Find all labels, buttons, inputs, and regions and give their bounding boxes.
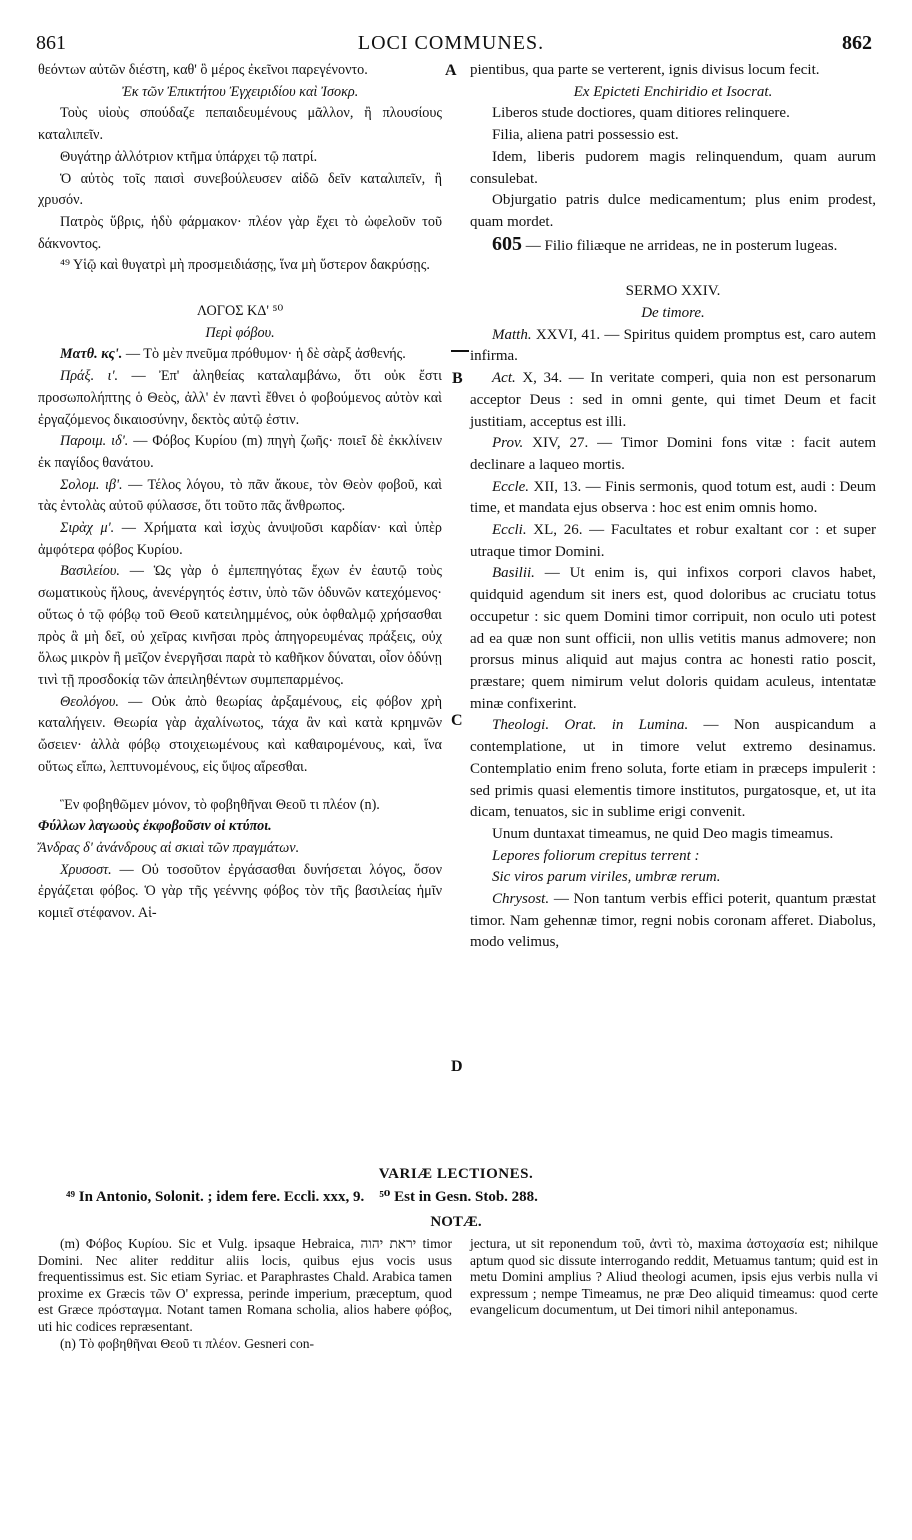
greek-continuation: θεόντων αὐτῶν διέστη, καθ' ὃ μέρος ἐκεῖνοι παρεγένοντο. xyxy=(38,62,368,78)
latin-saying: 605 — Filio filiæque ne arrideas, ne in posterum lugeas. xyxy=(492,232,838,255)
running-title: LOCI COMMUNES. xyxy=(357,32,545,54)
note-m: (m) Φόβος Κυρίου. Sic et Vulg. ipsaque Hebraica, יראת יהוה timor Domini. Nec aliter redditur aliis locis, quibus ejus vocis usus frequentissimus est. Sic etiam Syriac. et Paraphrastes Chald. Arabica tamen proxime ex Græcis τῶν O' expressa, perinde imperium, præceptum, quod est Græce πρόσταγμα. Notant tamen Romana scholia, alios habere φόβος, uti hic codices repræsentant. xyxy=(38,1236,452,1334)
greek-saying: Θυγάτηρ ἀλλότριον κτῆμα ὑπάρχει τῷ πατρί. xyxy=(60,148,318,165)
variae-lectiones-notes xyxy=(66,1187,886,1206)
greek-saying: ⁴⁹ Υἱῷ καὶ θυγατρὶ μὴ προσμειδιάσῃς, ἵνα μὴ ὕστερον δακρύσῃς. xyxy=(60,257,430,274)
note-n-continued: jectura, ut sit reponendum τοῦ, ἀντὶ τὸ, maxima ἀστοχασία est; nihilque aptum quod sic dissute interrogando reddit, Metuamus tantum; quid est in metu Domini amplius ? Aliud theologi acumen, ipsis ejus verbis nulla vi expressum ; nempe Timeamus, ne præ Deo aliquid timeamus: quod certe evangelicum documentum, ut Dei timori nihil anteponamus. xyxy=(470,1236,878,1318)
latin-citation: Basilii. — Ut enim is, qui infixos corpori clavos habet, quidquid agendum sit iners est, quod doloribus ac cruciatu totus occupetur : sic quem Domini timor corripuit, non oculo uti potest ad ea quæ non sunt officii, non ullis vetitis manus admovere; non prorsus minus aliquid aut majus contra ac honesti ratio poscit, præstare; quem nimirum velut doloris quidam aculeus, intentatæ minæ confixerint. xyxy=(470,565,877,712)
latin-verse: Lepores foliorum crepitus terrent : xyxy=(492,847,700,864)
latin-citation: Act. X, 34. — In veritate comperi, quia non est personarum acceptor Deus : sed in omni gente, qui timet Deum et facit justitiam, acceptus est illi. xyxy=(470,370,876,430)
latin-saying: Filia, aliena patri possessio est. xyxy=(492,127,679,144)
latin-verse: Sic viros parum viriles, umbræ rerum. xyxy=(492,869,721,886)
latin-sermon-subtitle: De timore. xyxy=(641,305,705,322)
greek-citation: Βασιλείου. — Ὡς γὰρ ὁ ἐμπεπηγότας ἔχων ἐν ἑαυτῷ τοὺς σωματικοὺς ἥλους, ἀνενέργητός ἐστιν, ὑπὸ τῶν ὀδυνῶν κατεχόμενος· οὕτως ὁ τῷ φόβῳ τοῦ Θεοῦ κατειλημμένος, οὐκ ὀφθαλμῷ χρήσασθαι πρὸς ἃ μὴ δεῖ, οὐ χεῖρας κινῆσαι πρὸς ἀπηγορευμένας πράξεις, οὐχ ὅλως μικρὸν ἢ μεῖζον ἐνεργῆσαι παρὰ τὸ καθῆκον δύναται, οἷον ὀδύνῃ τινὶ τῇ προσδοκίᾳ τῶν ἀπειληθέντων συμπεπαρμένος. xyxy=(38,563,443,688)
greek-citation: Σιρὰχ μ'. — Χρήματα καὶ ἰσχὺς ἀνυψοῦσι καρδίαν· καὶ ὑπὲρ ἀμφότερα φόβος Κυρίου. xyxy=(38,520,442,558)
page-number-left: 861 xyxy=(36,32,66,54)
variant-note: ⁴⁹ In Antonio, Solonit. ; idem fere. Eccli. xxx, 9. xyxy=(66,1189,365,1205)
latin-column xyxy=(470,60,876,954)
latin-saying: Objurgatio patris dulce medicamentum; plus enim prodest, quam mordet. xyxy=(470,192,876,230)
greek-verse: Φύλλων λαγωοὺς ἐκφοβοῦσιν οἱ κτύποι. xyxy=(38,818,272,835)
greek-sermon-subtitle: Περὶ φόβου. xyxy=(205,324,275,341)
column-divider xyxy=(451,350,469,352)
greek-source-heading: Ἐκ τῶν Ἐπικτήτου Ἐγχειριδίου καὶ Ἰσοκρ. xyxy=(121,83,359,100)
greek-saying: Ἓν φοβηθῶμεν μόνον, τὸ φοβηθῆναι Θεοῦ τι πλέον (n). xyxy=(60,796,380,813)
page-number-right: 862 xyxy=(842,32,872,54)
latin-sermon-title: SERMO XXIV. xyxy=(625,283,721,300)
notae-right-column xyxy=(470,1236,878,1319)
footnote-marker: ⁴⁹ xyxy=(60,257,70,274)
greek-citation: Ματθ. κς'. — Τὸ μὲν πνεῦμα πρόθυμον· ἡ δὲ σὰρξ ἀσθενής. xyxy=(60,346,406,363)
greek-citation: Παροιμ. ιδ'. — Φόβος Κυρίου (m) πηγὴ ζωῆς· ποιεῖ δὲ ἐκκλίνειν ἐκ παγίδος θανάτου. xyxy=(38,433,442,471)
greek-saying: Τοὺς υἱοὺς σπούδαζε πεπαιδευμένους μᾶλλον, ἢ πλουσίους καταλιπεῖν. xyxy=(38,105,442,144)
latin-saying: Liberos stude doctiores, quam ditiores relinquere. xyxy=(492,105,790,122)
latin-saying: Idem, liberis pudorem magis relinquendum, quam aurum consulebat. xyxy=(470,148,876,187)
column-number: 605 xyxy=(492,232,522,255)
greek-sermon-title: ΛΟΓΟΣ ΚΔ' ⁵⁰ xyxy=(196,303,284,320)
latin-citation: Eccli. XL, 26. — Facultates et robur exaltant cor : et super utraque timor Domini. xyxy=(470,522,876,560)
latin-saying: Unum duntaxat timeamus, ne quid Deo magis timeamus. xyxy=(492,825,834,842)
latin-source-heading: Ex Epicteti Enchiridio et Isocrat. xyxy=(573,83,773,100)
greek-citation: Σολομ. ιβ'. — Τέλος λόγου, τὸ πᾶν ἄκουε, τὸν Θεὸν φοβοῦ, καὶ τὰς ἐντολὰς αὐτοῦ φύλασσε, ὅτι τοῦτο πᾶς ἄνθρωπος. xyxy=(38,476,442,515)
margin-letter-c: C xyxy=(451,712,463,729)
latin-citation: Theologi. Orat. in Lumina. — Non auspicandum a contemplatione, ut in timore velut extremo desinamus. Contemplatio enim freno soluta, forte etiam in præceps impulerit : sed primis quasi elementis timore institutos, purgatosque, et, ut ita dicam, tenuatos, sic in sublime erigi convenit. xyxy=(470,717,877,821)
greek-verse: Ἄνδρας δ' ἀνάνδρους αἱ σκιαὶ τῶν πραγμάτων. xyxy=(38,839,300,856)
latin-citation: Chrysost. — Non tantum verbis effici poterit, quantum præstat timor. Nam gehennæ timor, regni nobis coronam afferet. Diabolus, modo velimus, xyxy=(470,891,877,951)
greek-citation: Πράξ. ι'. — Ἐπ' ἀληθείας καταλαμβάνω, ὅτι οὐκ ἔστι προσωπολήπτης ὁ Θεὸς, ἀλλ' ἐν παντὶ ἔθνει ὁ φοβούμενος αὐτὸν καὶ ἐργαζόμενος δικαιοσύνην, δεκτὸς αὐτῷ ἐστιν. xyxy=(38,368,442,428)
notae-heading: NOTÆ. xyxy=(430,1214,482,1230)
margin-letter-b: B xyxy=(452,370,463,387)
footnote-marker: ⁵⁰ xyxy=(272,303,284,320)
greek-saying: Ὁ αὐτὸς τοῖς παισὶ συνεβούλευσεν αἰδῶ δεῖν καταλιπεῖν, ἢ χρυσόν. xyxy=(38,170,442,209)
notae-left-column xyxy=(38,1236,452,1352)
greek-saying: Πατρὸς ὕβρις, ἡδὺ φάρμακον· πλέον γὰρ ἔχει τὸ ὠφελοῦν τοῦ δάκνοντος. xyxy=(38,213,442,252)
note-n: (n) Τὸ φοβηθῆναι Θεοῦ τι πλέον. Gesneri con- xyxy=(60,1335,315,1351)
margin-letter-d: D xyxy=(451,1058,463,1075)
variant-note: ⁵⁰ Est in Gesn. Stob. 288. xyxy=(379,1189,538,1205)
latin-citation: Prov. XIV, 27. — Timor Domini fons vitæ : facit autem declinare a laqueo mortis. xyxy=(470,435,876,473)
latin-citation: Eccle. XII, 13. — Finis sermonis, quod totum est, audi : Deum time, et mandata ejus observa : hoc est enim omnis homo. xyxy=(470,478,876,517)
variae-lectiones-heading: VARIÆ LECTIONES. xyxy=(378,1166,534,1182)
margin-letter-a: A xyxy=(445,62,457,79)
greek-citation: Θεολόγου. — Οὐκ ἀπὸ θεωρίας ἀρξαμένους, εἰς φόβον χρὴ καταλήγειν. Θεωρία γὰρ ἀχαλίνωτος, τάχα ἂν καὶ κατὰ κρημνῶν ὤσειεν· ἀλλὰ φόβῳ στοιχειωμένους καὶ καθαιρομένους, καὶ, ἵνα οὕτως εἴπω, λεπτυνομένους, εἰς ὕψος αἴρεσθαι. xyxy=(38,693,443,775)
page-header xyxy=(30,32,872,56)
latin-citation: Matth. XXVI, 41. — Spiritus quidem promptus est, caro autem infirma. xyxy=(470,326,876,365)
latin-continuation: pientibus, qua parte se verterent, ignis divisus locum fecit. xyxy=(470,62,820,78)
greek-citation: Χρυσοστ. — Οὐ τοσοῦτον ἐργάσασθαι δυνήσεται λόγος, ὅσον ἐργάζεται φόβος. Ὁ γὰρ τῆς γεέννης φόβος τὸν τῆς βασιλείας ἡμῖν κομιεῖ στέφανον. Αἱ- xyxy=(38,861,442,922)
greek-column xyxy=(38,60,442,925)
